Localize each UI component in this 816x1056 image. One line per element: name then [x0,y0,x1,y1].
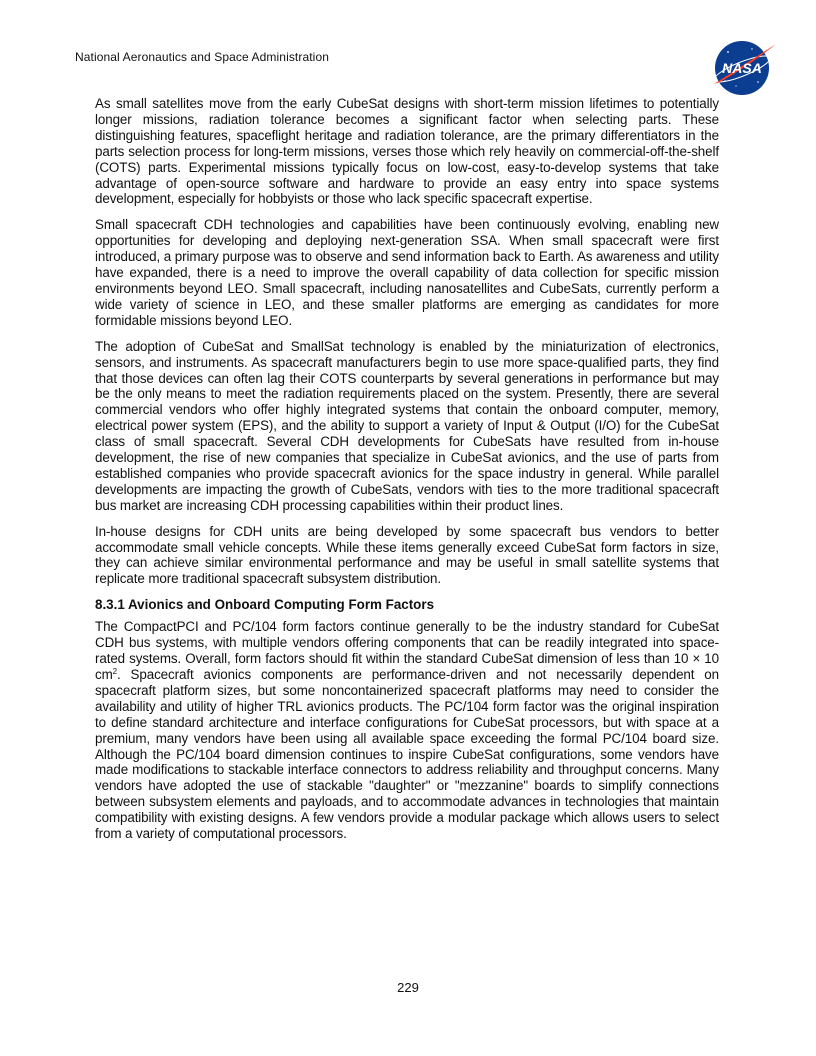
section-paragraph-text-1: The CompactPCI and PC/104 form factors continue generally to be the industry standard for CubeSat CDH bus systems, with multiple vendors offering components that can be readily integrated into space-rated systems. Overall, form factors should fit within the standard CubeSat dimension of less than 10 × 10 cm [95,619,719,682]
page-number: 229 [397,980,419,995]
nasa-logo [708,38,778,98]
section-paragraph [95,619,719,842]
header-organization: National Aeronautics and Space Administration [75,50,329,64]
section-heading: 8.3.1 Avionics and Onboard Computing Form Factors [95,597,435,613]
nasa-meatball-icon [708,38,778,98]
paragraph-1: As small satellites move from the early CubeSat designs with short-term mission lifetimes to potentially longer missions, radiation tolerance becomes a significant factor when selecting parts. These distinguishing features, spaceflight heritage and radiation tolerance, are the primary differentiators in the parts selection process for long-term missions, verses those which rely heavily on commercial-off-the-shelf (COTS) parts. Experimental missions typically focus on low-cost, easy-to-develop systems that take advantage of open-source software and hardware to provide an easy entry into space systems development, especially for hobbyists or those who lack specific spacecraft expertise. [95,96,719,207]
paragraph-2: Small spacecraft CDH technologies and capabilities have been continuously evolving, enabling new opportunities for developing and deploying next-generation SSA. When small spacecraft were first introduced, a primary purpose was to observe and send information back to Earth. As awareness and utility have expanded, there is a need to improve the overall capability of data collection for specific mission environments beyond LEO. Small spacecraft, including nanosatellites and CubeSats, currently perform a wide variety of science in LEO, and these smaller platforms are emerging as candidates for more formidable missions beyond LEO. [95,217,719,328]
paragraph-4: In-house designs for CDH units are being developed by some spacecraft bus vendors to better accommodate small vehicle concepts. While these items generally exceed CubeSat form factors in size, they can achieve similar environmental performance and may be useful in small satellite systems that replicate more traditional spacecraft subsystem distribution. [95,523,719,587]
page-body [95,96,719,852]
paragraph-3: The adoption of CubeSat and SmallSat technology is enabled by the miniaturization of electronics, sensors, and instruments. As spacecraft manufacturers begin to use more space-qualified parts, they find that those devices can often lag their COTS counterparts by several generations in performance but may be the only means to meet the radiation requirements placed on the system. Presently, there are several commercial vendors who offer highly integrated systems that contain the onboard computer, memory, electrical power system (EPS), and the ability to support a variety of Input & Output (I/O) for the CubeSat class of small spacecraft. Several CDH developments for CubeSats have resulted from in-house development, the rise of new companies that specialize in CubeSat avionics, and the use of parts from established companies who provide spacecraft avionics for the space industry in general. While parallel developments are impacting the growth of CubeSats, vendors with ties to the more traditional spacecraft bus market are increasing CDH processing capabilities within their product lines. [95,338,719,513]
section-paragraph-text-2: . Spacecraft avionics components are performance-driven and not necessarily dependent on spacecraft platform sizes, but some noncontainerized spacecraft platforms may need to consider the availability and utility of higher TRL avionics products. The PC/104 form factor was the original inspiration to define standard architecture and interface configurations for CubeSat processors, but with space at a premium, many vendors have been using all available space exceeding the formal PC/104 board size. Although the PC/104 board dimension continues to inspire CubeSat configurations, some vendors have made modifications to stackable interface connectors to address reliability and throughput concerns. Many vendors have adopted the use of stackable "daughter" or "mezzanine" boards to simplify connections between subsystem elements and payloads, and to accommodate advances in technologies that maintain compatibility with existing designs. A few vendors provide a modular package which allows users to select from a variety of computational processors. [95,667,719,842]
nasa-logo-text: NASA [722,60,762,76]
squared-superscript: 2 [112,667,118,676]
